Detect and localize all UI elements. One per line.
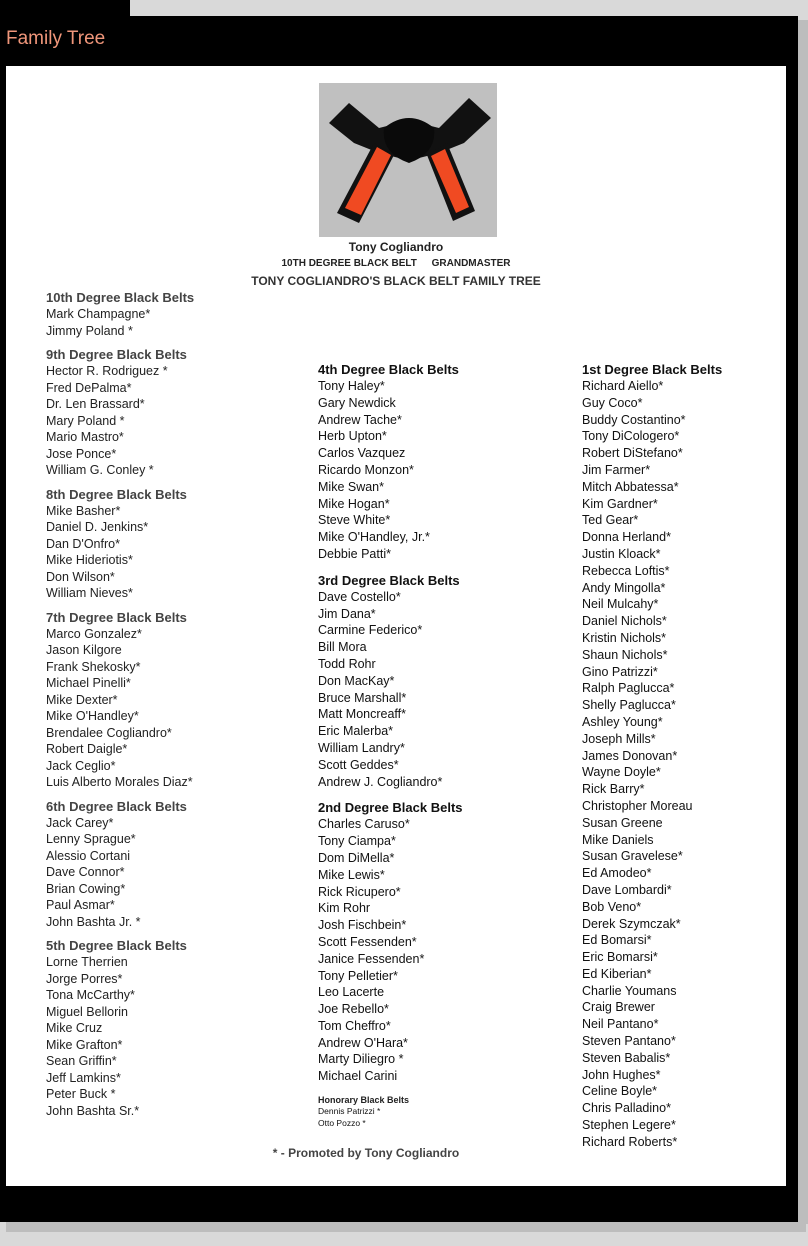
member-name: Mike Cruz	[46, 1021, 103, 1035]
member-name: Scott Fessenden*	[318, 934, 417, 949]
member-name: Brian Cowing*	[46, 881, 126, 896]
member-name: Jorge Porres*	[46, 971, 123, 986]
member-name: Kristin Nichols*	[582, 630, 667, 645]
member-name: Ralph Paglucca*	[582, 681, 675, 696]
member-name: Jimmy Poland *	[46, 323, 133, 338]
section-honorary	[318, 1095, 558, 1129]
member-name: Daniel Nichols*	[582, 614, 667, 629]
member-name: Derek Szymczak*	[582, 916, 681, 931]
member-name: Andy Mingolla*	[582, 580, 666, 595]
section-title-10th: 10th Degree Black Belts	[46, 290, 195, 305]
page-frame	[0, 16, 798, 1222]
member-name: Luis Alberto Morales Diaz*	[46, 775, 193, 789]
member-name: Ted Gear*	[582, 513, 639, 528]
list-8th	[46, 503, 266, 602]
member-name: Jack Ceglio*	[46, 758, 116, 773]
member-name: Marty Diliegro *	[318, 1052, 404, 1067]
member-name: Debbie Patti*	[318, 546, 391, 561]
section-title-4th: 4th Degree Black Belts	[318, 362, 459, 377]
frame-shadow-right	[798, 20, 808, 1224]
section-title-5th: 5th Degree Black Belts	[46, 938, 187, 953]
member-name: William Landry*	[318, 740, 405, 755]
member-name: Tony Ciampa*	[318, 834, 396, 849]
member-name: Miguel Bellorin	[46, 1004, 128, 1019]
list-7th	[46, 626, 266, 791]
member-name: Michael Carini	[318, 1069, 398, 1084]
member-name: Ed Bomarsi*	[582, 933, 652, 948]
list-1st	[582, 378, 782, 1151]
column-middle	[318, 362, 558, 1137]
list-3rd	[318, 589, 558, 791]
member-name: Marco Gonzalez*	[46, 626, 142, 641]
member-name: Steven Babalis*	[582, 1050, 671, 1065]
member-name: Rebecca Loftis*	[582, 563, 670, 578]
frame-shadow-bottom	[6, 1222, 806, 1232]
member-name: Otto Pozzo *	[318, 1118, 366, 1129]
black-belt-knot-icon	[319, 83, 497, 237]
member-name: Jim Farmer*	[582, 462, 651, 477]
column-left	[46, 290, 266, 1127]
section-2nd	[318, 800, 558, 1085]
member-name: Mike Basher*	[46, 503, 121, 518]
member-name: Mario Mastro*	[46, 430, 124, 444]
member-name: William G. Conley *	[46, 463, 154, 477]
member-name: Janice Fessenden*	[318, 951, 425, 966]
member-name: Ed Amodeo*	[582, 866, 652, 881]
member-name: Wayne Doyle*	[582, 765, 661, 780]
section-title-3rd: 3rd Degree Black Belts	[318, 572, 460, 588]
list-honorary	[318, 1105, 558, 1129]
member-name: Alessio Cortani	[46, 848, 131, 863]
member-name: Don Wilson*	[46, 569, 115, 584]
member-name: John Bashta Jr. *	[46, 914, 141, 929]
member-name: Mike Hogan*	[318, 496, 390, 511]
member-name: Lorne Therrien	[46, 955, 128, 969]
section-4th	[318, 362, 558, 563]
member-name: Tona McCarthy*	[46, 988, 135, 1002]
section-title-6th: 6th Degree Black Belts	[46, 798, 187, 814]
member-name: Susan Gravelese*	[582, 849, 683, 864]
member-name: John Bashta Sr.*	[46, 1103, 140, 1118]
black-belt-logo	[319, 83, 497, 237]
member-name: Mike O'Handley*	[46, 709, 139, 723]
member-name: Susan Greene	[582, 815, 663, 830]
member-name: Carmine Federico*	[318, 623, 423, 638]
member-name: Mike Grafton*	[46, 1037, 123, 1052]
member-name: Stephen Legere*	[582, 1118, 676, 1133]
family-tree-title: TONY COGLIANDRO'S BLACK BELT FAMILY TREE	[251, 274, 541, 288]
grandmaster-name: Tony Cogliandro	[348, 240, 444, 254]
section-title-7th: 7th Degree Black Belts	[46, 609, 187, 625]
member-name: Todd Rohr	[318, 656, 376, 671]
section-title-8th: 8th Degree Black Belts	[46, 486, 187, 502]
member-name: Jack Carey*	[46, 815, 114, 830]
member-name: Mike Lewis*	[318, 867, 385, 882]
member-name: Kim Rohr	[318, 901, 371, 916]
member-name: Ricardo Monzon*	[318, 462, 414, 477]
member-name: Gary Newdick	[318, 395, 396, 410]
member-name: Mike O'Handley, Jr.*	[318, 530, 430, 545]
member-name: Kim Gardner*	[582, 496, 658, 511]
member-name: Guy Coco*	[582, 395, 643, 410]
member-name: Mike Swan*	[318, 479, 384, 494]
member-name: Michael Pinelli*	[46, 676, 131, 690]
member-name: Joseph Mills*	[582, 731, 656, 746]
member-name: Lenny Sprague*	[46, 832, 136, 846]
list-5th	[46, 954, 266, 1119]
member-name: Andrew Tache*	[318, 412, 402, 427]
grandmaster-rank: 10TH DEGREE BLACK BELT	[281, 258, 417, 269]
member-name: Ed Kiberian*	[582, 966, 652, 981]
member-name: Mike Daniels	[582, 832, 654, 847]
list-10th	[46, 306, 266, 339]
member-name: Jeff Lamkins*	[46, 1070, 121, 1085]
member-name: William Nieves*	[46, 586, 133, 600]
member-name: Bob Veno*	[582, 899, 642, 914]
member-name: Daniel D. Jenkins*	[46, 520, 149, 534]
member-name: Don MacKay*	[318, 673, 395, 688]
member-name: Gino Patrizzi*	[582, 664, 658, 679]
member-name: Celine Boyle*	[582, 1084, 658, 1099]
member-name: Dan D'Onfro*	[46, 536, 120, 551]
promotion-footnote: * - Promoted by Tony Cogliandro	[272, 1146, 460, 1160]
document-page	[6, 66, 786, 1186]
member-name: Sean Griffin*	[46, 1054, 117, 1068]
member-name: Jim Dana*	[318, 606, 376, 621]
window-title: Family Tree	[6, 28, 106, 49]
member-name: Dr. Len Brassard*	[46, 397, 145, 411]
member-name: Shelly Paglucca*	[582, 698, 676, 713]
grandmaster-rank-line	[6, 258, 786, 269]
list-2nd	[318, 816, 558, 1085]
member-name: Matt Moncreaff*	[318, 707, 407, 722]
member-name: Josh Fischbein*	[318, 918, 407, 933]
member-name: Mitch Abbatessa*	[582, 479, 679, 494]
member-name: Fred DePalma*	[46, 380, 132, 395]
member-name: Shaun Nichols*	[582, 647, 668, 662]
member-name: Carlos Vazquez	[318, 446, 406, 461]
member-name: Brendalee Cogliandro*	[46, 725, 172, 740]
member-name: Robert DiStefano*	[582, 446, 683, 461]
member-name: Dave Lombardi*	[582, 882, 672, 897]
list-4th	[318, 378, 558, 563]
member-name: Mark Champagne*	[46, 307, 151, 321]
member-name: Craig Brewer	[582, 1000, 655, 1015]
member-name: Justin Kloack*	[582, 546, 661, 561]
member-name: Andrew O'Hara*	[318, 1035, 408, 1050]
member-name: Buddy Costantino*	[582, 412, 686, 427]
member-name: Charles Caruso*	[318, 817, 410, 832]
member-name: Dom DiMella*	[318, 850, 395, 865]
section-title-2nd: 2nd Degree Black Belts	[318, 800, 463, 816]
member-name: Leo Lacerte	[318, 985, 385, 1000]
member-name: Eric Malerba*	[318, 724, 394, 739]
section-3rd	[318, 573, 558, 791]
member-name: Steven Pantano*	[582, 1034, 676, 1049]
member-name: James Donovan*	[582, 748, 678, 763]
member-name: Tony Haley*	[318, 379, 385, 393]
section-title-honorary: Honorary Black Belts	[318, 1095, 410, 1106]
member-name: Neil Mulcahy*	[582, 597, 659, 612]
list-6th	[46, 815, 266, 931]
member-name: Joe Rebello*	[318, 1002, 389, 1017]
member-name: Hector R. Rodriguez *	[46, 364, 168, 378]
member-name: Richard Aiello*	[582, 379, 664, 393]
member-name: Frank Shekosky*	[46, 659, 141, 674]
member-name: Scott Geddes*	[318, 757, 399, 772]
member-name: Tom Cheffro*	[318, 1018, 391, 1033]
member-name: Eric Bomarsi*	[582, 950, 658, 965]
member-name: Donna Herland*	[582, 530, 671, 545]
grandmaster-title: GRANDMASTER	[431, 258, 511, 269]
section-title-9th: 9th Degree Black Belts	[46, 347, 187, 362]
member-name: Herb Upton*	[318, 429, 387, 444]
member-name: Rick Ricupero*	[318, 884, 401, 899]
member-name: Dennis Patrizzi *	[318, 1106, 381, 1117]
member-name: Charlie Youmans	[582, 983, 677, 998]
member-name: Andrew J. Cogliandro*	[318, 774, 443, 789]
member-name: Steve White*	[318, 513, 391, 528]
member-name: Tony Pelletier*	[318, 968, 398, 983]
member-name: Peter Buck *	[46, 1087, 116, 1101]
section-title-1st: 1st Degree Black Belts	[582, 362, 723, 377]
member-name: Christopher Moreau	[582, 798, 693, 813]
member-name: Dave Connor*	[46, 865, 125, 879]
member-name: Dave Costello*	[318, 589, 401, 604]
member-name: Bruce Marshall*	[318, 690, 407, 705]
member-name: John Hughes*	[582, 1067, 661, 1082]
member-name: Tony DiCologero*	[582, 429, 680, 444]
member-name: Mike Hideriotis*	[46, 553, 133, 567]
column-right	[582, 362, 782, 1159]
top-strip	[0, 0, 130, 16]
member-name: Robert Daigle*	[46, 742, 128, 756]
member-name: Jose Ponce*	[46, 446, 117, 461]
member-name: Neil Pantano*	[582, 1017, 659, 1032]
member-name: Chris Palladino*	[582, 1101, 671, 1116]
member-name: Jason Kilgore	[46, 643, 122, 657]
member-name: Mike Dexter*	[46, 692, 118, 707]
member-name: Bill Mora	[318, 640, 367, 655]
member-name: Richard Roberts*	[582, 1134, 678, 1149]
member-name: Mary Poland *	[46, 413, 125, 428]
member-name: Paul Asmar*	[46, 898, 115, 912]
member-name: Ashley Young*	[582, 714, 663, 729]
list-9th	[46, 363, 266, 479]
member-name: Rick Barry*	[582, 782, 645, 797]
